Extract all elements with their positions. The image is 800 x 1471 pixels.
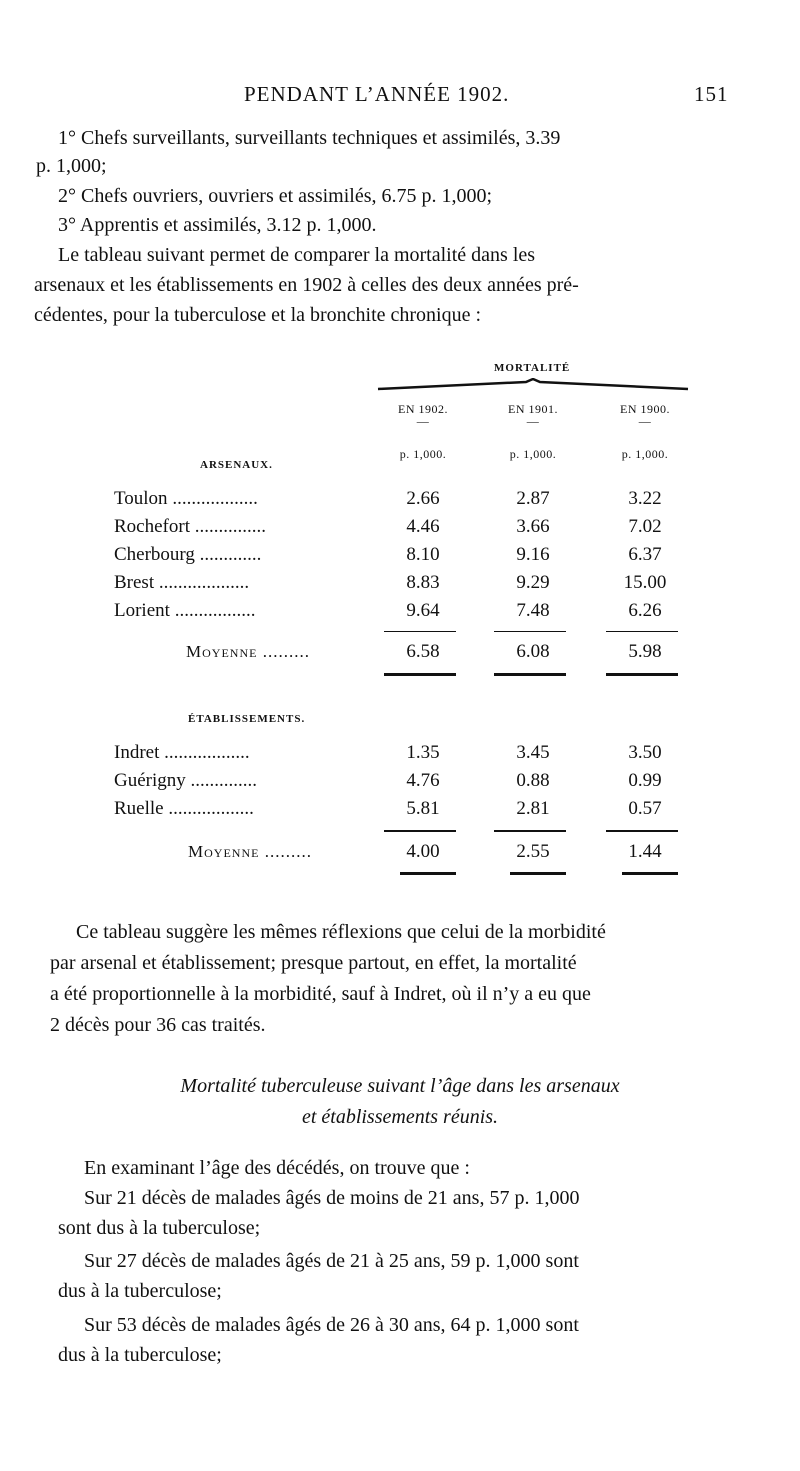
intro-line-3: 3° Apprentis et assimilés, 3.12 p. 1,000. [58, 214, 377, 236]
table-cell: 0.57 [628, 798, 662, 819]
col-dash-1902: — [416, 414, 430, 428]
table-cell: 15.00 [623, 572, 667, 593]
table-row-label: Brest ................... [114, 572, 250, 593]
table-cell: 8.10 [406, 544, 440, 565]
section-heading-etablissements: ÉTABLISSEMENTS. [188, 713, 306, 725]
table-cell: 5.81 [406, 798, 440, 819]
total-rule [606, 673, 678, 676]
table-cell: 0.99 [628, 770, 662, 791]
body-line: Sur 21 décès de malades âgés de moins de 21 ans, 57 p. 1,000 [84, 1187, 580, 1209]
table-cell: 7.48 [516, 600, 550, 621]
running-header: PENDANT L’ANNÉE 1902. [244, 82, 510, 106]
table-cell: 8.83 [406, 572, 440, 593]
intro-line-2: 2° Chefs ouvriers, ouvriers et assimilés, 6.75 p. 1,000; [58, 185, 493, 207]
body-line: dus à la tuberculose; [58, 1280, 222, 1302]
table-row-label: Indret .................. [114, 742, 250, 763]
body-line: En examinant l’âge des décédés, on trouve que : [84, 1157, 470, 1179]
col-unit-1902: p. 1,000. [399, 447, 447, 461]
table-cell: 9.16 [516, 544, 550, 565]
total-rule [384, 673, 456, 676]
table-cell-mean: 1.44 [628, 841, 662, 862]
table-row-label: Toulon .................. [114, 488, 258, 509]
col-year-1902: EN 1902. [398, 402, 448, 416]
mean-label-arsenaux: Moyenne ......... [186, 642, 310, 661]
total-rule [510, 872, 566, 875]
table-cell: 3.45 [516, 742, 550, 763]
table-cell: 4.76 [406, 770, 440, 791]
body-line: dus à la tuberculose; [58, 1344, 222, 1366]
body-line: Sur 27 décès de malades âgés de 21 à 25 ans, 59 p. 1,000 sont [84, 1250, 579, 1272]
body-line: a été proportionnelle à la morbidité, sauf à Indret, où il n’y a eu que [50, 983, 591, 1005]
table-cell-mean: 2.55 [516, 841, 550, 862]
table-cell: 2.81 [516, 798, 550, 819]
table-cell: 6.26 [628, 600, 662, 621]
sum-rule [494, 631, 566, 632]
table-cell: 0.88 [516, 770, 550, 791]
table-cell: 1.35 [406, 742, 440, 763]
table-cell: 3.66 [516, 516, 550, 537]
section-heading-arsenaux: ARSENAUX. [200, 459, 273, 471]
table-row-label: Rochefort ............... [114, 516, 266, 537]
intro-line-1b: p. 1,000; [36, 155, 107, 177]
table-cell-mean: 6.58 [406, 641, 440, 662]
col-unit-1900: p. 1,000. [621, 447, 669, 461]
body-line: Sur 53 décès de malades âgés de 26 à 30 ans, 64 p. 1,000 sont [84, 1314, 579, 1336]
col-year-1901: EN 1901. [508, 402, 558, 416]
table-cell: 7.02 [628, 516, 662, 537]
intro-paragraph-line-2: arsenaux et les établissements en 1902 à celles des deux années pré- [34, 274, 579, 296]
col-dash-1900: — [638, 414, 652, 428]
col-dash-1901: — [526, 414, 540, 428]
total-rule [400, 872, 456, 875]
sum-rule [606, 631, 678, 632]
table-cell-mean: 4.00 [406, 841, 440, 862]
sum-rule [384, 830, 456, 832]
sum-rule [494, 830, 566, 832]
col-unit-1901: p. 1,000. [509, 447, 557, 461]
table-cell: 9.64 [406, 600, 440, 621]
body-line: par arsenal et établissement; presque partout, en effet, la mortalité [50, 952, 577, 974]
total-rule [622, 872, 678, 875]
table-cell-mean: 5.98 [628, 641, 662, 662]
body-line: Ce tableau suggère les mêmes réflexions que celui de la morbidité [76, 921, 606, 943]
table-cell: 2.66 [406, 488, 440, 509]
table-cell: 2.87 [516, 488, 550, 509]
page-number: 151 [694, 82, 729, 106]
sum-rule [606, 830, 678, 832]
intro-paragraph-line-3: cédentes, pour la tuberculose et la bronchite chronique : [34, 304, 482, 326]
table-cell: 9.29 [516, 572, 550, 593]
sum-rule [384, 631, 456, 632]
table-row-label: Guérigny .............. [114, 770, 258, 791]
body-line: 2 décès pour 36 cas traités. [50, 1014, 266, 1036]
table-cell: 6.37 [628, 544, 662, 565]
col-year-1900: EN 1900. [620, 402, 670, 416]
table-row-label: Lorient ................. [114, 600, 256, 621]
table-cell-mean: 6.08 [516, 641, 550, 662]
table-row-label: Cherbourg ............. [114, 544, 262, 565]
table-row-label: Ruelle .................. [114, 798, 254, 819]
total-rule [494, 673, 566, 676]
body-line: sont dus à la tuberculose; [58, 1217, 261, 1239]
table-cell: 3.50 [628, 742, 662, 763]
intro-line-1: 1° Chefs surveillants, surveillants techniques et assimilés, 3.39 [58, 127, 561, 149]
section-subtitle-line-2: et établissements réunis. [301, 1106, 499, 1128]
table-cell: 3.22 [628, 488, 662, 509]
mortality-group-heading: MORTALITÉ [494, 362, 571, 374]
group-brace [376, 378, 690, 392]
mean-label-etablissements: Moyenne ......... [188, 842, 312, 861]
section-subtitle-line-1: Mortalité tuberculeuse suivant l’âge dans les arsenaux [180, 1075, 620, 1097]
intro-paragraph-line-1: Le tableau suivant permet de comparer la mortalité dans les [58, 244, 536, 266]
table-cell: 4.46 [406, 516, 440, 537]
